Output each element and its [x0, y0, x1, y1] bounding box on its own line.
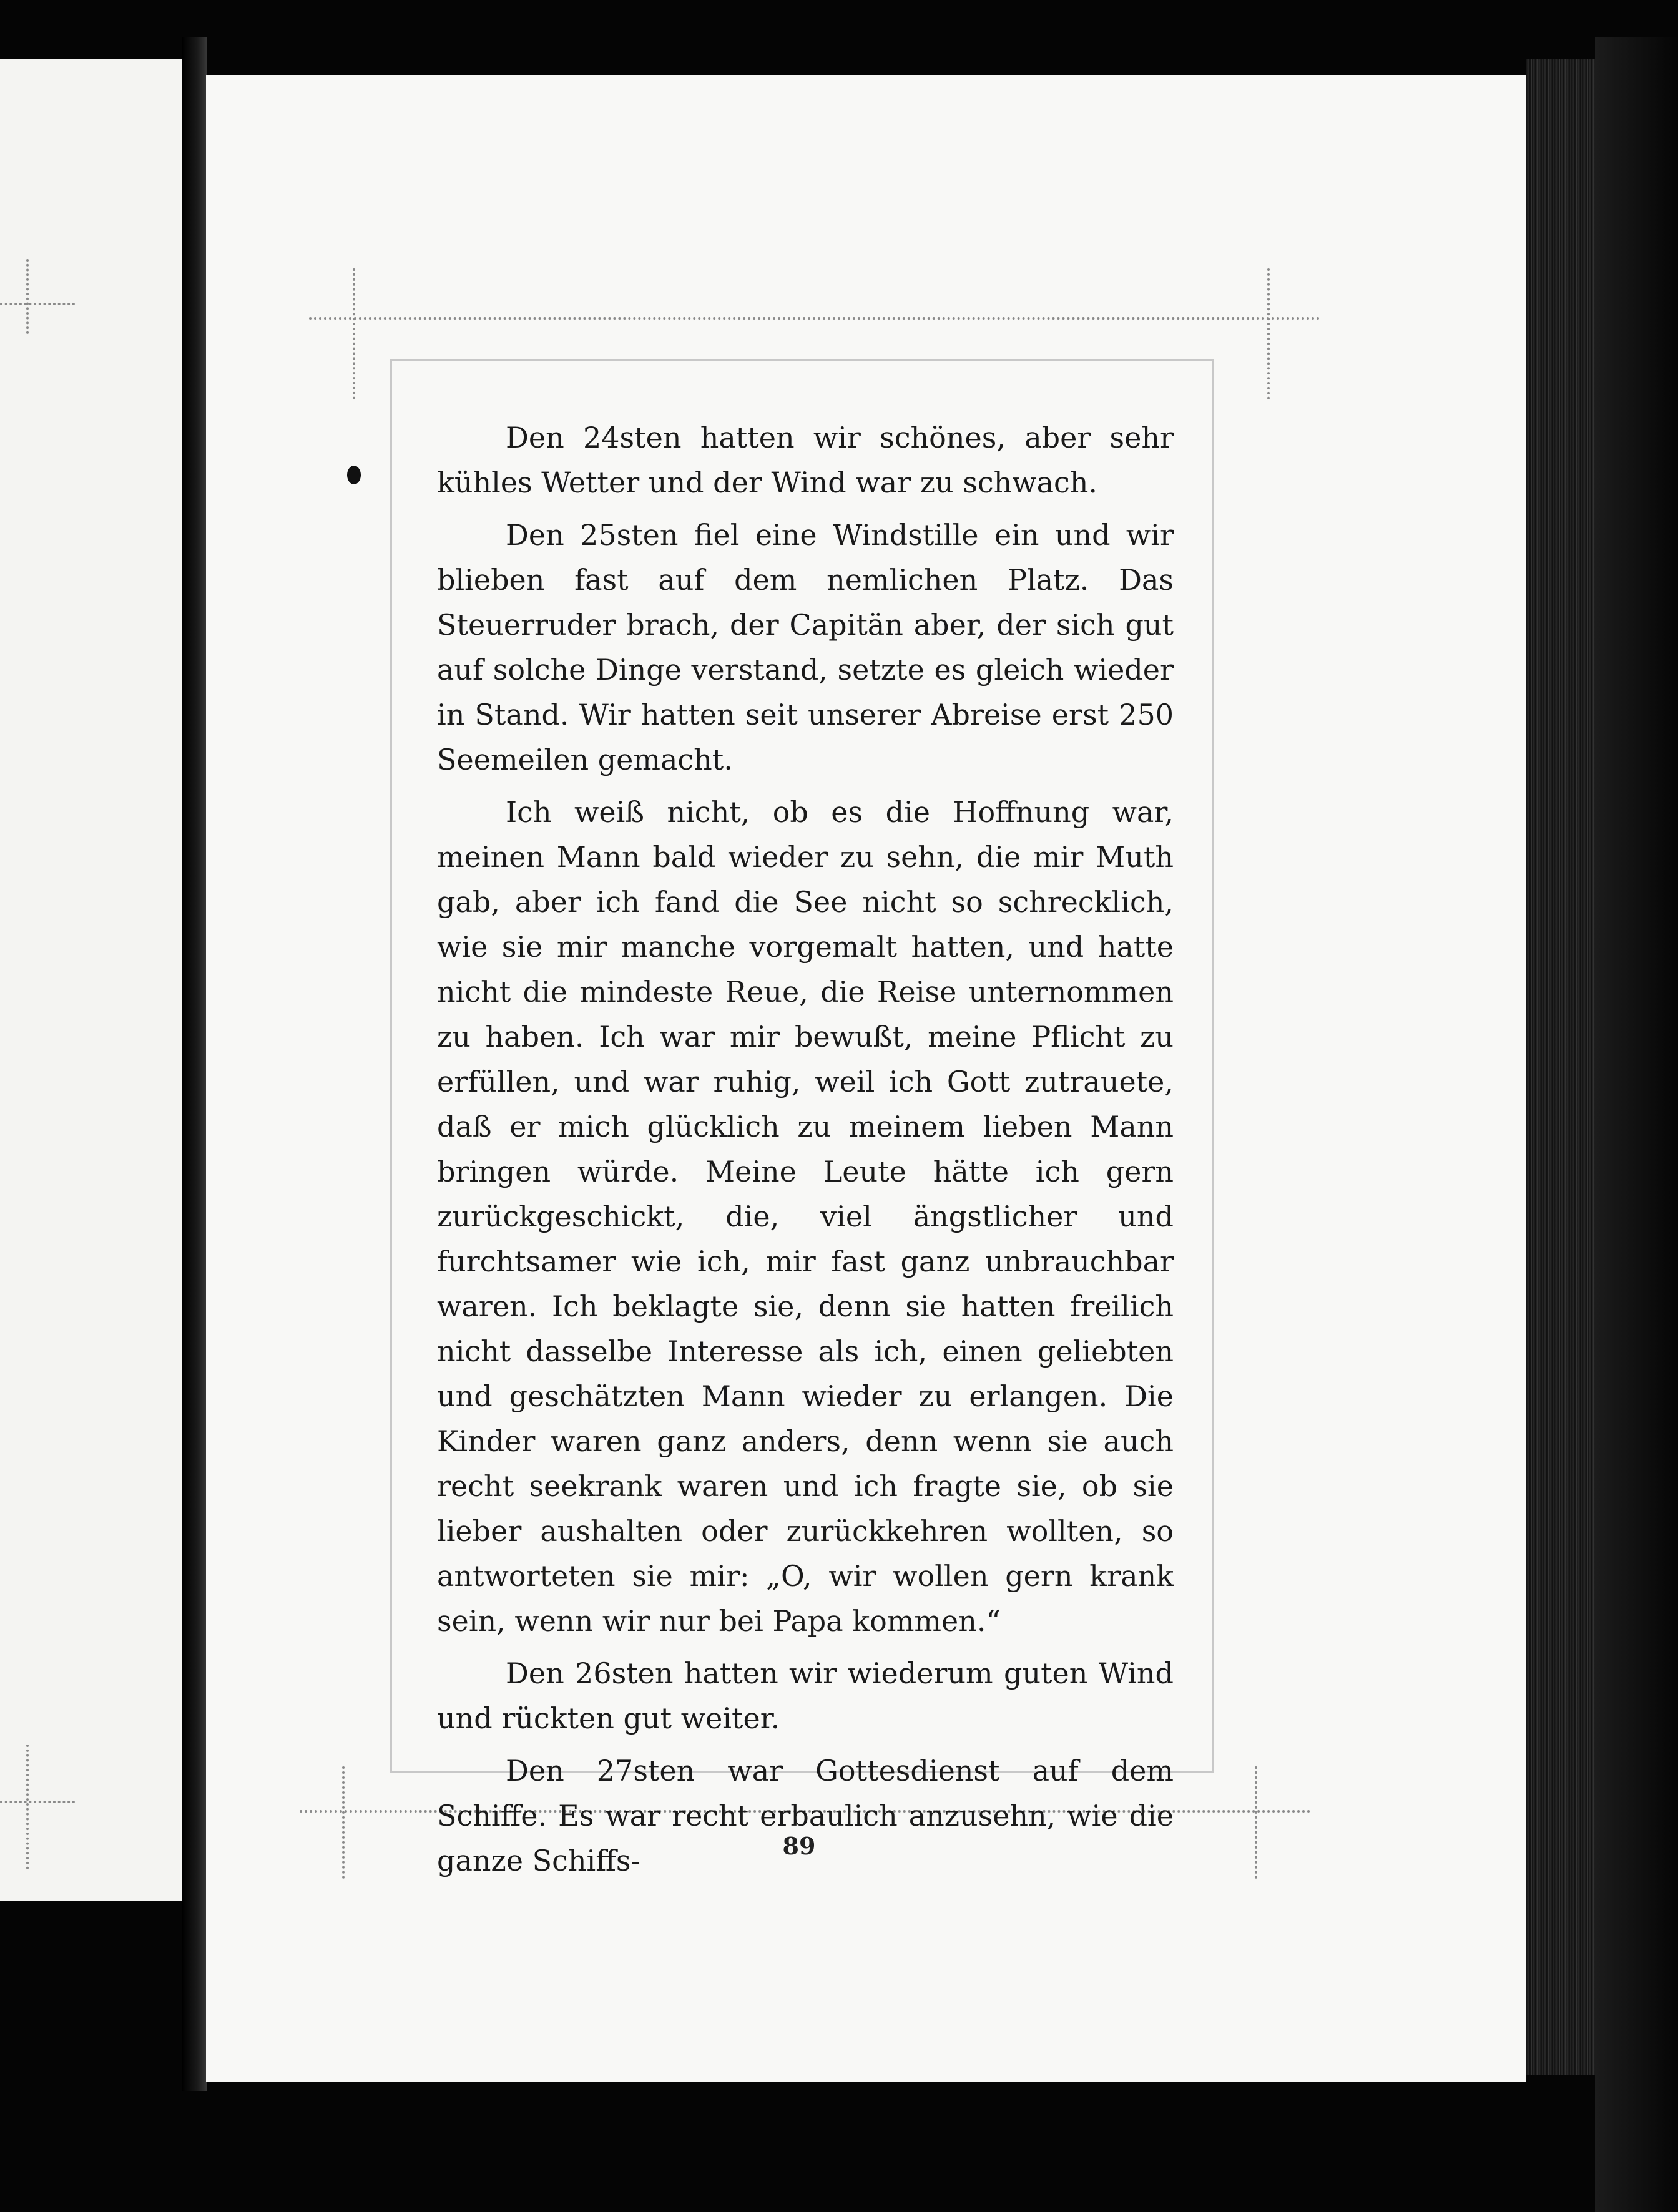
crop-mark-top — [309, 317, 1320, 320]
left-crop-mark-top — [0, 303, 75, 305]
book-gutter — [182, 37, 207, 2091]
margin-dot — [347, 466, 361, 484]
left-crop-mark-top-vertical — [26, 259, 29, 334]
paragraph: Den 25sten fiel eine Windstille ein und wir blieben fast auf dem nemlichen Platz. Das Steuerruder brach, der Capitän aber, der sich gut auf solche Dinge verstand, setzte es gleich wieder in Stand. Wir hatten seit unserer Abreise erst 250 Seemeilen gemacht. — [437, 518, 1174, 776]
page-stack-edge — [1526, 59, 1595, 2075]
paragraph: Den 24sten hatten wir schönes, aber sehr kühles Wetter und der Wind war zu schwach. — [437, 421, 1174, 499]
left-crop-mark-bottom — [0, 1801, 75, 1803]
book-cover-edge — [1595, 37, 1678, 2212]
page-number: 89 — [782, 1832, 816, 1860]
paragraph: Den 26sten hatten wir wiederum guten Wind und rückten gut weiter. — [437, 1657, 1174, 1735]
left-page-edge — [0, 59, 182, 1901]
crop-mark-bottom-left — [342, 1766, 345, 1879]
paragraph: Den 27sten war Gottesdienst auf dem Schiffe. Es war recht erbaulich anzusehn, wie die ganze Schiffs- — [437, 1754, 1174, 1877]
crop-mark-bottom-right — [1255, 1766, 1257, 1879]
left-crop-mark-bottom-vertical — [26, 1745, 29, 1869]
crop-mark-top-left — [353, 268, 355, 399]
paragraph: Ich weiß nicht, ob es die Hoffnung war, meinen Mann bald wieder zu sehn, die mir Muth gab, aber ich fand die See nicht so schrecklich, wie sie mir manche vorgemalt hatten, und hatte nicht die mindeste Reue, die Reise unternommen zu haben. Ich war mir bewußt, meine Pflicht zu erfüllen, und war ruhig, weil ich Gott zutrauete, daß er mich glücklich zu meinem lieben Mann bringen würde. Meine Leute hätte ich gern zurückgeschickt, die, viel ängstlicher und furchtsamer wie ich, mir fast ganz unbrauchbar waren. Ich beklagte sie, denn sie hatten freilich nicht dasselbe Interesse als ich, einen geliebten und geschätzten Mann wieder zu erlangen. Die Kinder waren ganz anders, denn wenn sie auch recht seekrank waren und ich fragte sie, ob sie lieber aushalten oder zurückkehren wollten, so antworteten sie mir: „O, wir wollen gern krank sein, wenn wir nur bei Papa kommen.“ — [437, 795, 1174, 1638]
crop-mark-top-right — [1267, 268, 1270, 399]
page-text — [437, 415, 1174, 1891]
